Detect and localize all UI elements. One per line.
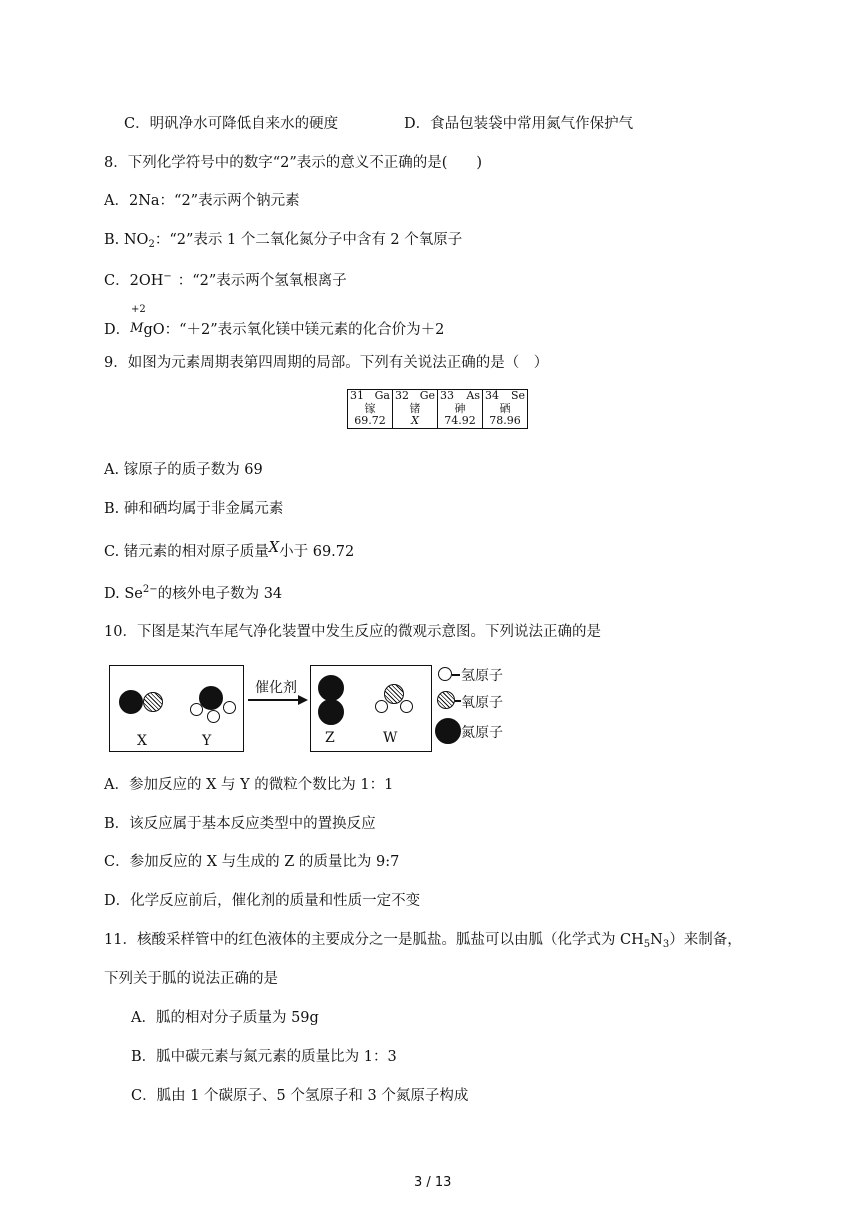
q8-option-a: A．2Na：“2”表示两个钠元素 [104,193,300,209]
q9-stem: 9．如图为元素周期表第四周期的局部。下列有关说法正确的是（ ） [104,355,549,371]
q8d-symbol-m: M [130,321,144,336]
periodic-table-fragment [347,389,528,429]
reaction-arrow [248,699,300,701]
q9-option-b: B. 砷和硒均属于非金属元素 [104,501,284,517]
label-z: Z [325,730,335,746]
q9d-superscript: 2− [142,584,158,595]
q8c-text-1: C．2OH [104,273,164,289]
q9-option-d [104,585,282,602]
q8-valence-mark: +2 [131,304,146,315]
q11-stem-line2: 下列关于胍的说法正确的是 [104,971,278,987]
legend-hydrogen-icon [438,667,452,681]
q11-text-2: ）来制备， [669,932,742,948]
q8c-superscript: − [163,271,172,282]
label-y: Y [202,733,212,749]
reaction-arrow-head [298,695,308,705]
label-x: X [137,733,147,749]
legend-hydrogen-line [452,674,460,676]
q9d-text-1: D. Se [104,586,143,602]
z-nitrogen-atom-2 [318,699,344,725]
w-hydrogen-atom-2 [400,700,413,713]
q8-stem: 8．下列化学符号中的数字“2”表示的意义不正确的是( ) [104,155,483,171]
element-cell-as: 33 As 砷 74.92 [438,390,483,429]
element-cell-ga: 31 Ga 镓 69.72 [348,390,393,429]
q8d-prefix: D． [104,322,131,338]
q9-option-c [104,541,354,560]
q8-option-d [104,322,444,338]
legend-hydrogen: 氢原子 [461,668,503,684]
q11-option-a: A．胍的相对分子质量为 59g [131,1010,319,1026]
q8-option-b [104,233,462,250]
q9-option-a: A. 镓原子的质子数为 69 [104,462,263,478]
q11-sub-5: 5 [643,939,651,950]
legend-nitrogen-icon [435,718,461,744]
q11-sub-3: 3 [662,939,670,950]
catalyst-label: 催化剂 [255,680,297,696]
q8c-text-2: ：“2”表示两个氢氧根离子 [177,273,347,289]
q11-stem [104,933,742,950]
legend-oxygen-icon [437,691,455,709]
q10-option-d: D．化学反应前后，催化剂的质量和性质一定不变 [104,893,421,909]
legend-nitrogen: 氮原子 [461,725,503,741]
q11-n: N [650,932,663,948]
q8b-text-1: B. NO [104,232,149,248]
x-nitrogen-atom [119,690,143,714]
q11-option-b: B．胍中碳元素与氮元素的质量比为 1：3 [131,1049,397,1065]
q8-option-c [104,272,347,289]
q9c-text-1: C. 锗元素的相对原子质量 [104,544,269,560]
q10-option-b: B．该反应属于基本反应类型中的置换反应 [104,816,376,832]
q10-option-a: A．参加反应的 X 与 Y 的微粒个数比为 1：1 [104,777,394,793]
q8b-subscript: 2 [148,239,155,250]
y-hydrogen-atom-2 [207,710,220,723]
q8d-rest: gO：“＋2”表示氧化镁中镁元素的化合价为＋2 [143,322,445,338]
z-nitrogen-atom-1 [318,675,344,701]
q10-stem: 10．下图是某汽车尾气净化装置中发生反应的微观示意图。下列说法正确的是 [104,624,601,640]
q9c-x: X [268,540,280,556]
q8b-text-2: ：“2”表示 1 个二氧化氮分子中含有 2 个氧原子 [154,232,463,248]
q11-text-1: 11．核酸采样管中的红色液体的主要成分之一是胍盐。胍盐可以由胍（化学式为 CH [104,932,644,948]
q11-option-c: C．胍由 1 个碳原子、5 个氢原子和 3 个氮原子构成 [131,1088,469,1104]
page-number: 3 / 13 [414,1175,452,1190]
q7-option-d: D．食品包装袋中常用氮气作保护气 [404,116,634,132]
y-hydrogen-atom-3 [223,701,236,714]
q10-option-c: C．参加反应的 X 与生成的 Z 的质量比为 9:7 [104,854,400,870]
element-cell-ge: 32 Ge 锗 X [393,390,438,429]
label-w: W [383,730,398,746]
x-oxygen-atom [143,692,163,712]
q9c-text-2: 小于 69.72 [279,544,355,560]
y-hydrogen-atom-1 [190,703,203,716]
legend-oxygen: 氧原子 [461,695,503,711]
q7-option-c: C．明矾净水可降低自来水的硬度 [124,116,339,132]
element-cell-se: 34 Se 硒 78.96 [483,390,528,429]
q9d-text-2: 的核外电子数为 34 [157,586,283,602]
w-hydrogen-atom-1 [375,700,388,713]
